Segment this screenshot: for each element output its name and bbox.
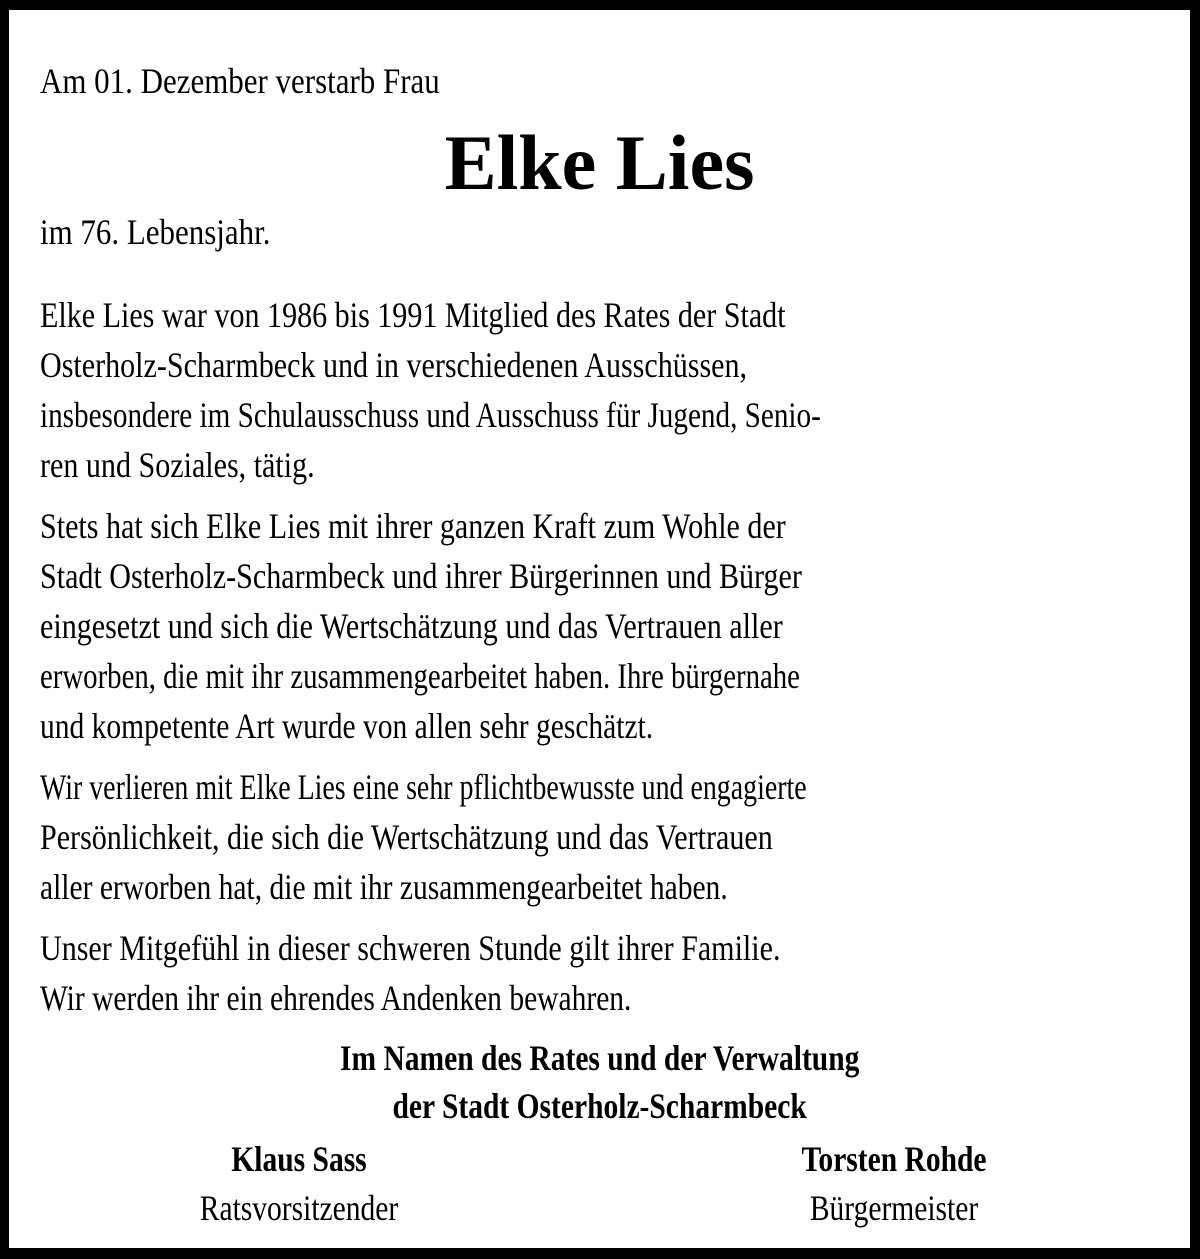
paragraph-line: insbesondere im Schulausschuss und Ausschuss für Jugend, Senio- [40, 395, 821, 435]
signatory-role: Ratsvorsitzender [199, 1188, 399, 1228]
paragraph-line: Stadt Osterholz-Scharmbeck und ihrer Bürgerinnen und Bürger [40, 556, 802, 596]
signatory-role: Bürgermeister [809, 1188, 979, 1228]
paragraph-line: Elke Lies war von 1986 bis 1991 Mitglied des Rates der Stadt [40, 295, 786, 335]
paragraph-line: Unser Mitgefühl in dieser schweren Stunde gilt ihrer Familie. [40, 928, 781, 968]
closing-line-1 [9, 1040, 1190, 1076]
signatory-name: Klaus Sass [231, 1139, 367, 1179]
paragraph-line: Wir verlieren mit Elke Lies eine sehr pflichtbewusste und engagierte [40, 767, 807, 807]
paragraph-line: ren und Soziales, tätig. [40, 445, 315, 485]
obituary-notice [9, 10, 1190, 1248]
paragraph-line: Osterholz-Scharmbeck und in verschiedenen Ausschüssen, [40, 345, 748, 385]
paragraph-line: Stets hat sich Elke Lies mit ihrer ganzen Kraft zum Wohle der [40, 506, 786, 546]
paragraph-line: erworben, die mit ihr zusammengearbeitet haben. Ihre bürgernahe [40, 656, 800, 696]
signatory-2 [694, 1141, 1094, 1226]
closing-text: der Stadt Osterholz-Scharmbeck [392, 1086, 807, 1126]
paragraph-line: eingesetzt und sich die Wertschätzung und das Vertrauen aller [40, 606, 783, 646]
deceased-name: Elke Lies [444, 119, 755, 206]
paragraph-line: und kompetente Art wurde von allen sehr geschätzt. [40, 706, 654, 746]
age-line: im 76. Lebensjahr. [40, 212, 271, 252]
paragraph-line: Wir werden ihr ein ehrendes Andenken bewahren. [40, 978, 632, 1018]
paragraph-line: Persönlichkeit, die sich die Wertschätzung und das Vertrauen [40, 817, 773, 857]
closing-line-2 [9, 1088, 1190, 1124]
signatory-name: Torsten Rohde [801, 1139, 987, 1179]
closing-text: Im Namen des Rates und der Verwaltung [339, 1038, 860, 1078]
signatory-1 [99, 1141, 499, 1226]
paragraph-line: aller erworben hat, die mit ihr zusammengearbeitet haben. [40, 867, 728, 907]
intro-line: Am 01. Dezember verstarb Frau [40, 61, 440, 101]
